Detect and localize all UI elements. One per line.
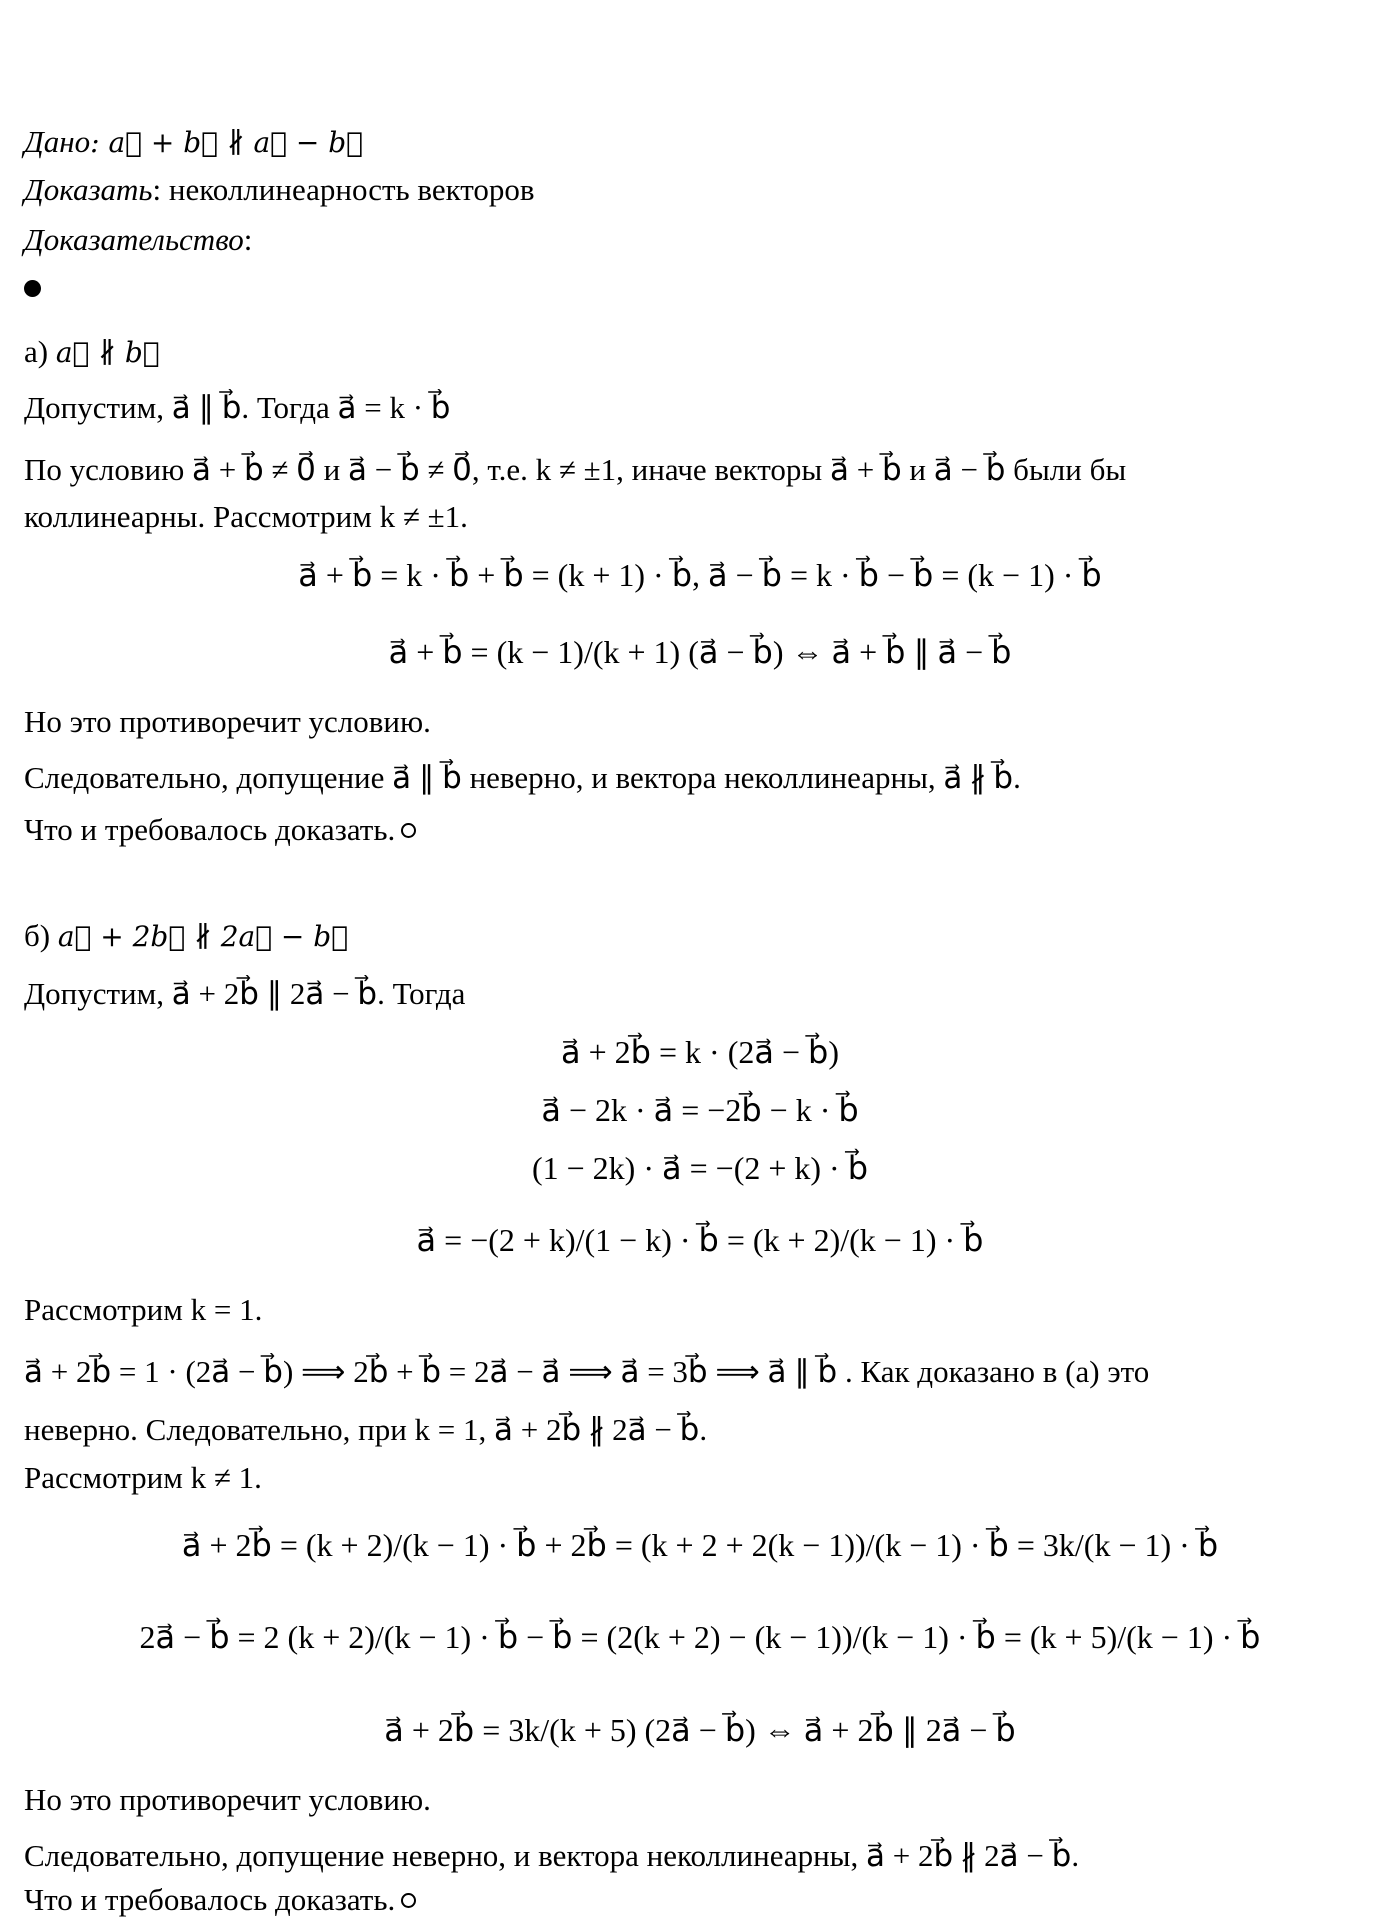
part-a-qed: Что и требовалось доказать.: [24, 812, 396, 847]
prove-label: Доказать: [24, 172, 153, 207]
part-b-contradiction: Но это противоречит условию.: [24, 1782, 431, 1817]
part-b-equation-3: (1 − 2k) · a⃗ = −(2 + k) · b⃗: [531, 1150, 869, 1186]
part-a-contradiction: Но это противоречит условию.: [24, 704, 431, 739]
part-b-equation-6: 2a⃗ − b⃗ = 2 (k + 2)/(k − 1) · b⃗ − b⃗ = (2(k + 2) − (k − 1))/(k − 1) · b⃗ = (k + 5)/(k − 1) · b⃗: [139, 1619, 1261, 1655]
part-a-conclusion: Следовательно, допущение a⃗ ∥ b⃗ неверно, и вектора неколлинеарны, a⃗ ∦ b⃗.: [24, 760, 1021, 795]
part-b-conclusion: Следовательно, допущение неверно, и вектора неколлинеарны, a⃗ + 2b⃗ ∦ 2a⃗ − b⃗.: [24, 1838, 1080, 1873]
prove-line: [24, 170, 535, 210]
part-b-case-line-2: неверно. Следовательно, при k = 1, a⃗ + 2b⃗ ∦ 2a⃗ − b⃗.: [24, 1412, 708, 1447]
part-b-heading-expression: a⃗ + 2b⃗ ∦ 2a⃗ − b⃗: [57, 920, 349, 953]
part-a-heading-expression: a⃗ ∦ b⃗: [55, 336, 160, 369]
part-b-qed-line: [24, 1880, 416, 1920]
bullet-icon: [24, 280, 41, 297]
proof-colon: :: [243, 222, 253, 257]
part-b-case-line-1: a⃗ + 2b⃗ = 1 · (2a⃗ − b⃗) ⟹ 2b⃗ + b⃗ = 2a⃗ − a⃗ ⟹ a⃗ = 3b⃗ ⟹ a⃗ ∥ b⃗ . Как доказано в (а) это: [24, 1354, 1150, 1389]
proof-label: Доказательство: [24, 222, 244, 257]
part-b-equation-7: a⃗ + 2b⃗ = 3k/(k + 5) (2a⃗ − b⃗) ⇔ a⃗ + 2b⃗ ∥ 2a⃗ − b⃗: [384, 1712, 1016, 1748]
part-a-heading: [24, 332, 160, 373]
part-b-consider-k1: Рассмотрим k = 1.: [24, 1292, 263, 1327]
part-b-equation-5: a⃗ + 2b⃗ = (k + 2)/(k − 1) · b⃗ + 2b⃗ = (k + 2 + 2(k − 1))/(k − 1) · b⃗ = 3k/(k − 1) · b⃗: [181, 1527, 1219, 1563]
part-a-qed-line: [24, 810, 416, 850]
prove-text: : неколлинеарность векторов: [152, 172, 535, 207]
part-b-consider-k-not-1: Рассмотрим k ≠ 1.: [24, 1460, 262, 1495]
part-a-condition-line-1: По условию a⃗ + b⃗ ≠ 0⃗ и a⃗ − b⃗ ≠ 0⃗, т.е. k ≠ ±1, иначе векторы a⃗ + b⃗ и a⃗ − b⃗ были бы: [24, 452, 1127, 487]
given-label: Дано: [24, 124, 91, 159]
proof-line: [24, 220, 252, 260]
part-b-equation-1: a⃗ + 2b⃗ = k · (2a⃗ − b⃗): [561, 1034, 839, 1070]
part-a-equation-2: a⃗ + b⃗ = (k − 1)/(k + 1) (a⃗ − b⃗) ⇔ a⃗ + b⃗ ∥ a⃗ − b⃗: [388, 634, 1012, 670]
part-a-prefix: а): [24, 334, 56, 369]
part-b-qed: Что и требовалось доказать.: [24, 1882, 396, 1917]
qed-circle-icon: [401, 1893, 416, 1908]
part-b-prefix: б): [24, 918, 58, 953]
part-a-equation-1: a⃗ + b⃗ = k · b⃗ + b⃗ = (k + 1) · b⃗, a⃗ − b⃗ = k · b⃗ − b⃗ = (k − 1) · b⃗: [298, 557, 1102, 593]
part-b-equation-2: a⃗ − 2k · a⃗ = −2b⃗ − k · b⃗: [541, 1092, 859, 1128]
qed-circle-icon: [401, 823, 416, 838]
part-a-condition-line-2: коллинеарны. Рассмотрим k ≠ ±1.: [24, 499, 468, 534]
part-a-assumption: Допустим, a⃗ ∥ b⃗. Тогда a⃗ = k · b⃗: [24, 390, 451, 425]
part-b-assumption: Допустим, a⃗ + 2b⃗ ∥ 2a⃗ − b⃗. Тогда: [24, 976, 466, 1011]
part-b-equation-4: a⃗ = −(2 + k)/(1 − k) · b⃗ = (k + 2)/(k − 1) · b⃗: [416, 1222, 984, 1258]
given-line: [24, 122, 363, 163]
given-expression: : a⃗ + b⃗ ∦ a⃗ − b⃗: [90, 126, 363, 159]
part-b-heading: [24, 916, 348, 957]
